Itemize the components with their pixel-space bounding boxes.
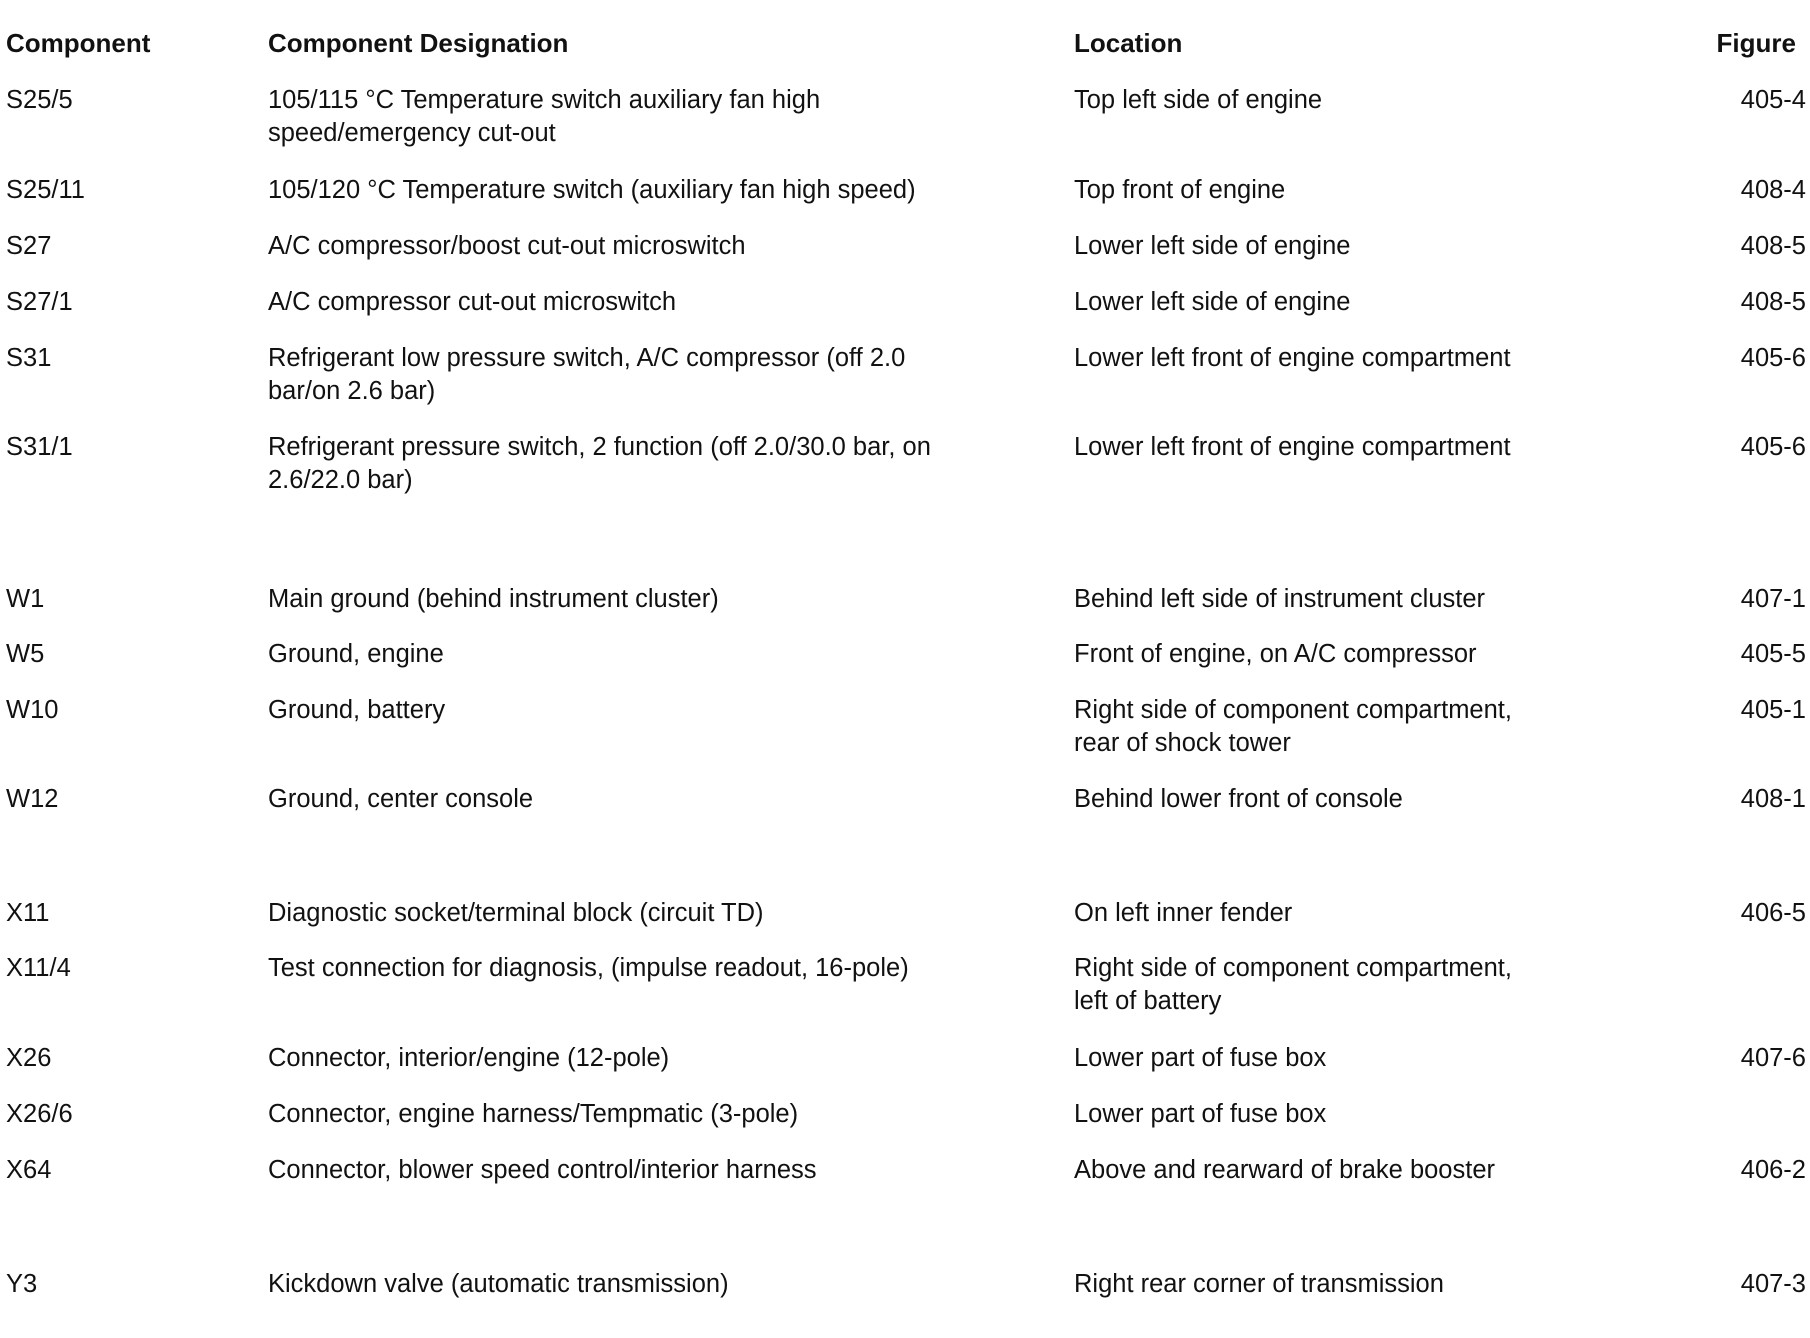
component-location-line: Top front of engine [1074,176,1286,204]
figure-number [1741,1154,1806,1187]
component-designation-line: Main ground (behind instrument cluster) [268,585,719,613]
component-code [6,286,256,319]
component-designation [268,783,1068,816]
table-row [0,952,1810,1022]
component-location-line: left of battery [1074,987,1222,1015]
component-code-line: X11/4 [6,954,71,982]
component-designation-line: Connector, interior/engine (12-pole) [268,1044,670,1072]
component-designation-line: Connector, engine harness/Tempmatic (3-pole) [268,1100,799,1128]
figure-number [1741,897,1806,930]
figure-number-line: 408-4 [1740,176,1806,204]
component-code-line: X26/6 [6,1100,73,1128]
component-code [6,897,256,930]
component-designation [268,431,1068,497]
component-location [1074,897,1634,930]
figure-number [1741,583,1806,616]
component-designation [268,694,1068,727]
component-designation-line: Refrigerant low pressure switch, A/C compressor (off 2.0 [268,344,906,372]
component-code [6,431,256,464]
component-code-line: S31/1 [6,433,73,461]
component-designation-line: A/C compressor cut-out microswitch [268,288,677,316]
component-designation [268,638,1068,671]
table-row [0,783,1810,853]
component-code-line: X11 [6,899,50,927]
component-code [6,230,256,263]
component-code [6,84,256,117]
component-designation-line: Connector, blower speed control/interior harness [268,1156,817,1184]
component-location [1074,342,1634,375]
figure-number [1741,694,1806,727]
component-location [1074,638,1634,671]
component-location-line: Above and rearward of brake booster [1074,1156,1495,1184]
component-location-line: Top left side of engine [1074,86,1323,114]
component-location [1074,952,1634,1018]
component-code-line: W1 [6,585,45,613]
component-code-line: W5 [6,640,45,668]
header-location: Location [1074,28,1183,58]
component-location-line: Lower part of fuse box [1074,1100,1327,1128]
component-location [1074,286,1634,319]
component-code-line: S27/1 [6,288,73,316]
figure-number-line: 408-1 [1740,785,1806,813]
figure-number [1741,174,1806,207]
header-designation: Component Designation [268,28,569,58]
component-location [1074,783,1634,816]
component-designation [268,84,1068,150]
component-location [1074,1268,1634,1301]
figure-number [1741,342,1806,375]
component-location-line: Lower left side of engine [1074,232,1351,260]
component-designation [268,1042,1068,1075]
component-designation-line: Ground, engine [268,640,444,668]
component-location [1074,174,1634,207]
component-designation [268,1098,1068,1131]
component-code-line: X26 [6,1044,52,1072]
component-location [1074,84,1634,117]
component-location [1074,431,1634,464]
table-row [0,431,1810,501]
figure-number [1741,84,1806,117]
figure-number-line: 405-6 [1740,433,1806,461]
component-designation [268,230,1068,263]
component-code [6,1098,256,1131]
figure-number [1741,1268,1806,1301]
component-code [6,694,256,727]
figure-number [1741,286,1806,319]
component-location [1074,230,1634,263]
component-designation-line: Test connection for diagnosis, (impulse readout, 16-pole) [268,954,909,982]
figure-number-line: 406-5 [1740,899,1806,927]
table-row [0,694,1810,764]
component-code [6,638,256,671]
component-designation-line: Diagnostic socket/terminal block (circuit TD) [268,899,764,927]
component-location-line: Behind left side of instrument cluster [1074,585,1486,613]
figure-number-line: 405-4 [1740,86,1806,114]
component-location-line: Right side of component compartment, [1074,696,1512,724]
figure-number [1741,638,1806,671]
figure-number [1741,1042,1806,1075]
component-code-line: W10 [6,696,59,724]
component-designation-line: Kickdown valve (automatic transmission) [268,1270,729,1298]
component-location-line: Right rear corner of transmission [1074,1270,1444,1298]
component-designation [268,1154,1068,1187]
component-designation [268,342,1068,408]
component-code-line: X64 [6,1156,52,1184]
table-row [0,1154,1810,1224]
component-designation [268,897,1068,930]
component-code [6,1042,256,1075]
component-designation [268,286,1068,319]
component-designation-line: Ground, battery [268,696,446,724]
component-code [6,783,256,816]
component-designation-line: Ground, center console [268,785,534,813]
figure-number-line: 408-5 [1740,232,1806,260]
header-component: Component [6,28,151,58]
component-location-line: Lower part of fuse box [1074,1044,1327,1072]
component-location-line: Right side of component compartment, [1074,954,1512,982]
component-location-line: Behind lower front of console [1074,785,1403,813]
component-designation-line: 105/120 °C Temperature switch (auxiliary fan high speed) [268,176,916,204]
figure-number-line: 405-5 [1740,640,1806,668]
figure-number [1741,783,1806,816]
component-designation-line: 2.6/22.0 bar) [268,466,413,494]
component-code-line: S25/5 [6,86,73,114]
component-code-line: W12 [6,785,59,813]
component-location-line: rear of shock tower [1074,729,1291,757]
table-row [0,1268,1810,1338]
component-code [6,1154,256,1187]
component-code [6,583,256,616]
component-location [1074,1098,1634,1131]
table-row [0,342,1810,412]
figure-number-line: 405-6 [1740,344,1806,372]
component-designation [268,1268,1068,1301]
component-location-line: Lower left front of engine compartment [1074,433,1511,461]
component-designation-line: A/C compressor/boost cut-out microswitch [268,232,746,260]
component-code [6,952,256,985]
component-designation-line: speed/emergency cut-out [268,119,556,147]
component-designation [268,583,1068,616]
component-code [6,174,256,207]
figure-number [1741,431,1806,464]
component-designation-line: bar/on 2.6 bar) [268,377,436,405]
figure-number-line: 408-5 [1740,288,1806,316]
component-code [6,342,256,375]
figure-number-line: 407-3 [1740,1270,1806,1298]
component-location-line: Lower left side of engine [1074,288,1351,316]
component-location-line: On left inner fender [1074,899,1293,927]
component-location [1074,583,1634,616]
component-designation-line: 105/115 °C Temperature switch auxiliary fan high [268,86,821,114]
component-location-line: Front of engine, on A/C compressor [1074,640,1477,668]
component-location [1074,694,1634,760]
header-figure: Figure [1716,28,1796,58]
component-code [6,1268,256,1301]
component-designation-line: Refrigerant pressure switch, 2 function (off 2.0/30.0 bar, on [268,433,931,461]
component-designation [268,174,1068,207]
component-location [1074,1154,1634,1187]
component-code-line: S27 [6,232,52,260]
component-location [1074,1042,1634,1075]
figure-number-line: 406-2 [1740,1156,1806,1184]
component-code-line: S31 [6,344,52,372]
figure-number [1741,230,1806,263]
figure-number-line: 407-6 [1740,1044,1806,1072]
figure-number-line: 407-1 [1740,585,1806,613]
component-code-line: Y3 [6,1270,38,1298]
component-designation [268,952,1068,985]
table-row [0,84,1810,154]
component-location-line: Lower left front of engine compartment [1074,344,1511,372]
figure-number-line: 405-1 [1740,696,1806,724]
component-code-line: S25/11 [6,176,85,204]
